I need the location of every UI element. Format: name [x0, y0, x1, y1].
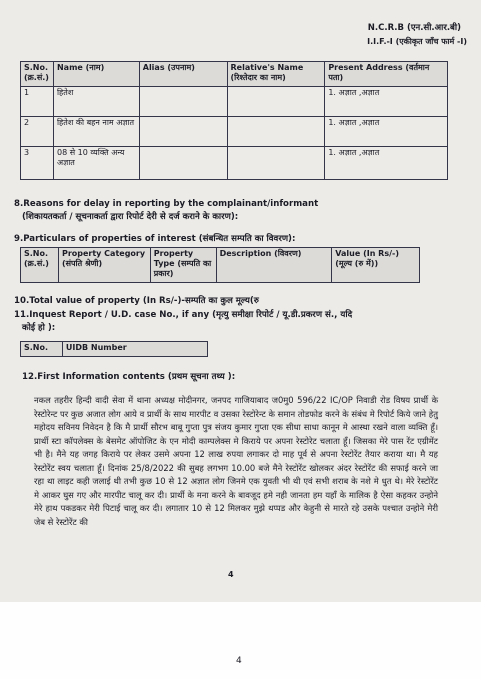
- col-alias: Alias (उपनाम): [139, 62, 227, 87]
- col-uidb: UIDB Number: [62, 342, 207, 357]
- cell: हितेश: [53, 87, 139, 117]
- page-number: 4: [236, 656, 242, 666]
- col-category: Property Category (संपति श्रेणी): [58, 248, 150, 283]
- section11-title-cont: कोई हो ):: [22, 323, 56, 333]
- cell: 08 से 10 व्यक्ति अन्य अज्ञात: [53, 147, 139, 180]
- table-row: [21, 147, 448, 180]
- page-marker: 4: [228, 570, 234, 579]
- section8-subtitle: (शिकायतकर्ता / सूचनाकर्ता द्वारा रिपोर्ट देरी से दर्ज कराने के कारण):: [22, 212, 239, 222]
- table-row: [21, 117, 448, 147]
- cell: [139, 87, 227, 117]
- cell: हितेश की बहन नाम अज्ञात: [53, 117, 139, 147]
- cell: [139, 117, 227, 147]
- table-row: [21, 87, 448, 117]
- cell: [227, 87, 325, 117]
- section11-title: 11.Inquest Report / U.D. case No., if any (मृत्यु समीक्षा रिपोर्ट / यू.डी.प्रकरण सं., यदि: [14, 310, 353, 320]
- accused-table: [20, 61, 448, 180]
- cell: [227, 117, 325, 147]
- property-table-header: [21, 248, 420, 283]
- accused-table-header: [21, 62, 448, 87]
- cell: 2: [21, 117, 54, 147]
- cell: 1. अज्ञात ,अज्ञात: [325, 87, 448, 117]
- cell: [227, 147, 325, 180]
- col-address: Present Address (वर्तमान पता): [325, 62, 448, 87]
- cell: 1. अज्ञात ,अज्ञात: [325, 117, 448, 147]
- col-value: Value (In Rs/-) (मूल्य (रु में)): [332, 248, 420, 283]
- cell: 3: [21, 147, 54, 180]
- uidb-table-header: [21, 342, 208, 357]
- iif-header: I.I.F.-I (एकीकृत जाँच फार्म -I): [367, 37, 467, 46]
- section10-title: 10.Total value of property (In Rs/-)-सम्पति का कुल मूल्य(रु: [14, 296, 259, 306]
- col-description: Description (विवरण): [216, 248, 332, 283]
- col-relative: Relative's Name (रिश्तेदार का नाम): [227, 62, 325, 87]
- col-sno: S.No. (क्र.सं.): [21, 62, 54, 87]
- col-sno: S.No.: [21, 342, 63, 357]
- col-sno: S.No. (क्र.सं.): [21, 248, 59, 283]
- cell: 1. अज्ञात ,अज्ञात: [325, 147, 448, 180]
- col-name: Name (नाम): [53, 62, 139, 87]
- uidb-table: [20, 341, 208, 357]
- section8-title: 8.Reasons for delay in reporting by the complainant/informant: [14, 199, 319, 209]
- section9-title: 9.Particulars of properties of interest (संबन्धित सम्पति का विवरण):: [14, 234, 296, 244]
- col-type: Property Type (सम्पति का प्रकार): [150, 248, 216, 283]
- ncrb-header: N.C.R.B (एन.सी.आर.बी): [367, 23, 461, 33]
- cell: 1: [21, 87, 54, 117]
- cell: [139, 147, 227, 180]
- property-table: [20, 247, 420, 283]
- section12-title: 12.First Information contents (प्रथम सूचना तथ्य ):: [22, 372, 236, 382]
- fir-contents: नकल तहरीर हिन्दी वादी सेवा में थाना अध्यक्ष मोदीनगर, जनपद गाजियाबाद ज0मु0 596/22 IC/OP निवाडी रोड विषय प्रार्थी के रेस्टोरेन्ट पर कुछ अजात लोग आये व प्रार्थी के साथ मारपीट व उसका रेस्टोरेन्ट के समान तोडफोड करने के संबंध मे रिपोर्ट किये जाने हेतु महोदय सविनय निवेदन है कि मै प्रार्थी सौरभ बाबू गुप्ता पुत्र संजय कुमार गुप्ता एक सीधा साधा कानून मे आस्था रखने वाला व्यक्ति हूँ। प्रार्थी स्टा कॉपलेक्स के बेसमेट ऑपोजिट के एन मोदी काम्पलेक्स मे किराये पर अपना रेस्टोरेट चलाता हूँ। जिसका मेरे पास रेंट एग्रीमेंट भी है। मैने यह जगह किराये पर लेकर उसमे अपना 12 लाख रुपया लगाकर दो माह पूर्व से अपना रेस्टोरेंट तैयार कराया था। मै यह रेस्टोरेंट स्वय चलाता हूँ। दिनांक 25/8/2022 की सुबह लगभग 10.00 बजे मैने रेस्टोरेंट खोलकर अंदर रेस्टोरेंट की सफाई करने जा रहा था लाइट कही जलाई थी तभी कुछ 10 से 12 अज्ञात लोग जिनमे एक युवती भी थी एवं सभी शराब के नशे मे धुत थे। मेरे रेस्टोरेंट मे आकर घुस गए और मारपीट चालू कर दी। प्रार्थी के मना करने के बावजूद हमे नही जानता हम यहाँ के मालिक है ऐसा कहकर उन्होने मेरे हाथ पकडकर मेरी पिटाई चालू कर दी। लगातार 10 से 12 मिलकर मुझे थप्पड और केहुनी से मारते रहे उसके पश्चात उन्होने मेरी जेब से रेस्टोरेंट की: [34, 395, 438, 527]
